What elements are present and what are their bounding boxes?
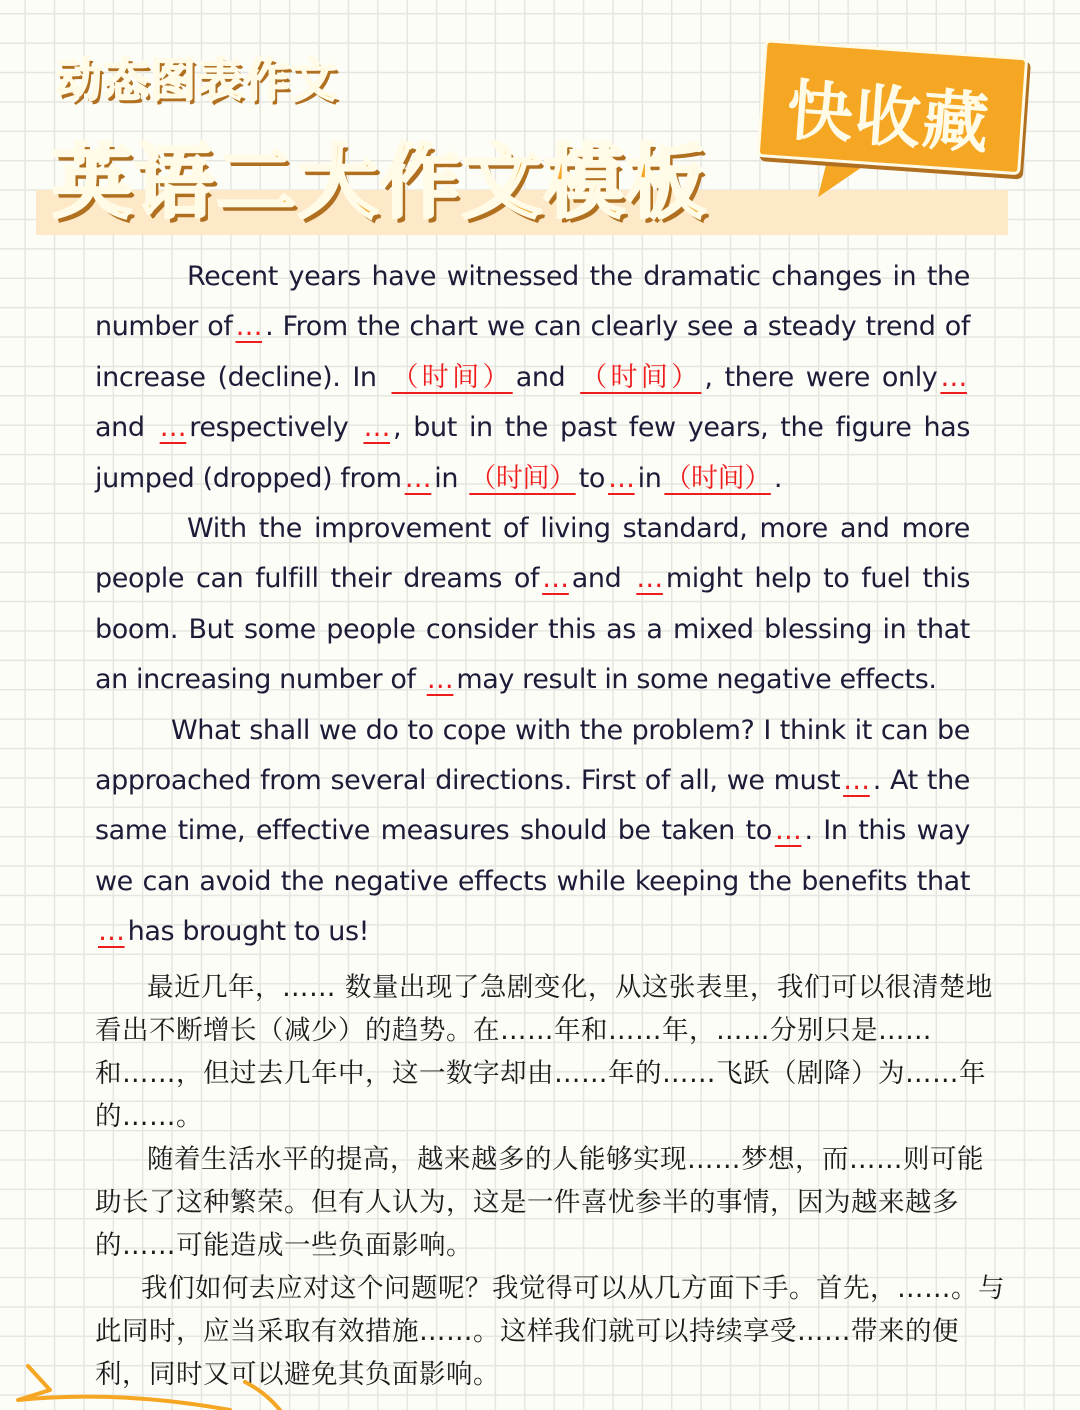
sticker-label: 快收藏 bbox=[784, 71, 994, 164]
text: and bbox=[95, 412, 157, 444]
decorative-swoosh-icon bbox=[0, 1330, 320, 1410]
text: What shall we do to cope with the problem? I think it can be approached from several directions. First of all, we must bbox=[95, 714, 970, 797]
text: to bbox=[578, 462, 605, 494]
text: may result in some negative effects. bbox=[456, 664, 937, 696]
english-paragraph-1 bbox=[95, 252, 970, 504]
chinese-paragraph-3: 我们如何去应对这个问题呢？我觉得可以从几方面下手。首先，……。与此同时，应当采取有效措施……。这样我们就可以持续享受……带来的便利，同时又可以避免其负面影响。 bbox=[95, 1273, 1005, 1390]
text: . From the chart we can clearly see a steady trend of increase (decline). In bbox=[95, 311, 970, 393]
fill-blank: … bbox=[235, 311, 263, 343]
fill-blank: … bbox=[542, 563, 569, 595]
page-title: 英语二大作文模板 bbox=[52, 136, 708, 229]
text: , but in the past few years, the figure has jumped (dropped) from bbox=[95, 412, 970, 494]
fill-blank: … bbox=[608, 462, 635, 494]
fill-blank-time: （时间） bbox=[469, 462, 576, 494]
fill-blank: … bbox=[159, 412, 187, 444]
fill-blank: … bbox=[426, 664, 454, 696]
text: in bbox=[637, 462, 662, 494]
fill-blank: … bbox=[636, 563, 663, 595]
text: respectively bbox=[189, 412, 361, 444]
text: might help to fuel this boom. But some people consider this as a mixed blessing in that an increasing number of bbox=[95, 563, 970, 696]
fill-blank: … bbox=[363, 412, 391, 444]
fill-blank: … bbox=[774, 815, 802, 847]
fill-blank: … bbox=[940, 361, 967, 393]
fill-blank: … bbox=[843, 765, 870, 797]
text: in bbox=[434, 462, 467, 494]
text: has brought to us! bbox=[127, 916, 370, 948]
fill-blank-time: （时间） bbox=[580, 361, 702, 393]
save-sticker bbox=[756, 39, 1022, 187]
fill-blank-time: （时间） bbox=[391, 361, 513, 393]
fill-blank: … bbox=[98, 916, 125, 948]
text: , there were only bbox=[704, 361, 938, 393]
english-paragraph-2 bbox=[95, 504, 970, 706]
chinese-paragraph-2: 随着生活水平的提高，越来越多的人能够实现……梦想，而……则可能助长了这种繁荣。但有人认为，这是一件喜忧参半的事情，因为越来越多的……可能造成一些负面影响。 bbox=[95, 1144, 984, 1261]
english-template bbox=[95, 252, 970, 958]
text: . At the same time, effective measures should be taken to bbox=[95, 765, 970, 847]
text: and bbox=[571, 563, 634, 595]
text: With the improvement of living standard, more and more people can fulfill their dreams of bbox=[95, 513, 970, 595]
text: Recent years have witnessed the dramatic changes in the number of bbox=[95, 261, 970, 343]
text: and bbox=[515, 361, 578, 393]
english-paragraph-3 bbox=[95, 706, 970, 958]
chinese-paragraph-1: 最近几年，…… 数量出现了急剧变化，从这张表里，我们可以很清楚地看出不断增长（减少）的趋势。在……年和……年，……分别只是……和……，但过去几年中，这一数字却由……年的……飞跃（剧降）为……年的……。 bbox=[95, 972, 993, 1132]
fill-blank: … bbox=[404, 462, 432, 494]
text: . bbox=[773, 462, 783, 494]
fill-blank-time: （时间） bbox=[664, 462, 771, 494]
text: . In this way we can avoid the negative effects while keeping the benefits that bbox=[95, 815, 970, 897]
subtitle: 动态图表作文 bbox=[56, 53, 338, 107]
